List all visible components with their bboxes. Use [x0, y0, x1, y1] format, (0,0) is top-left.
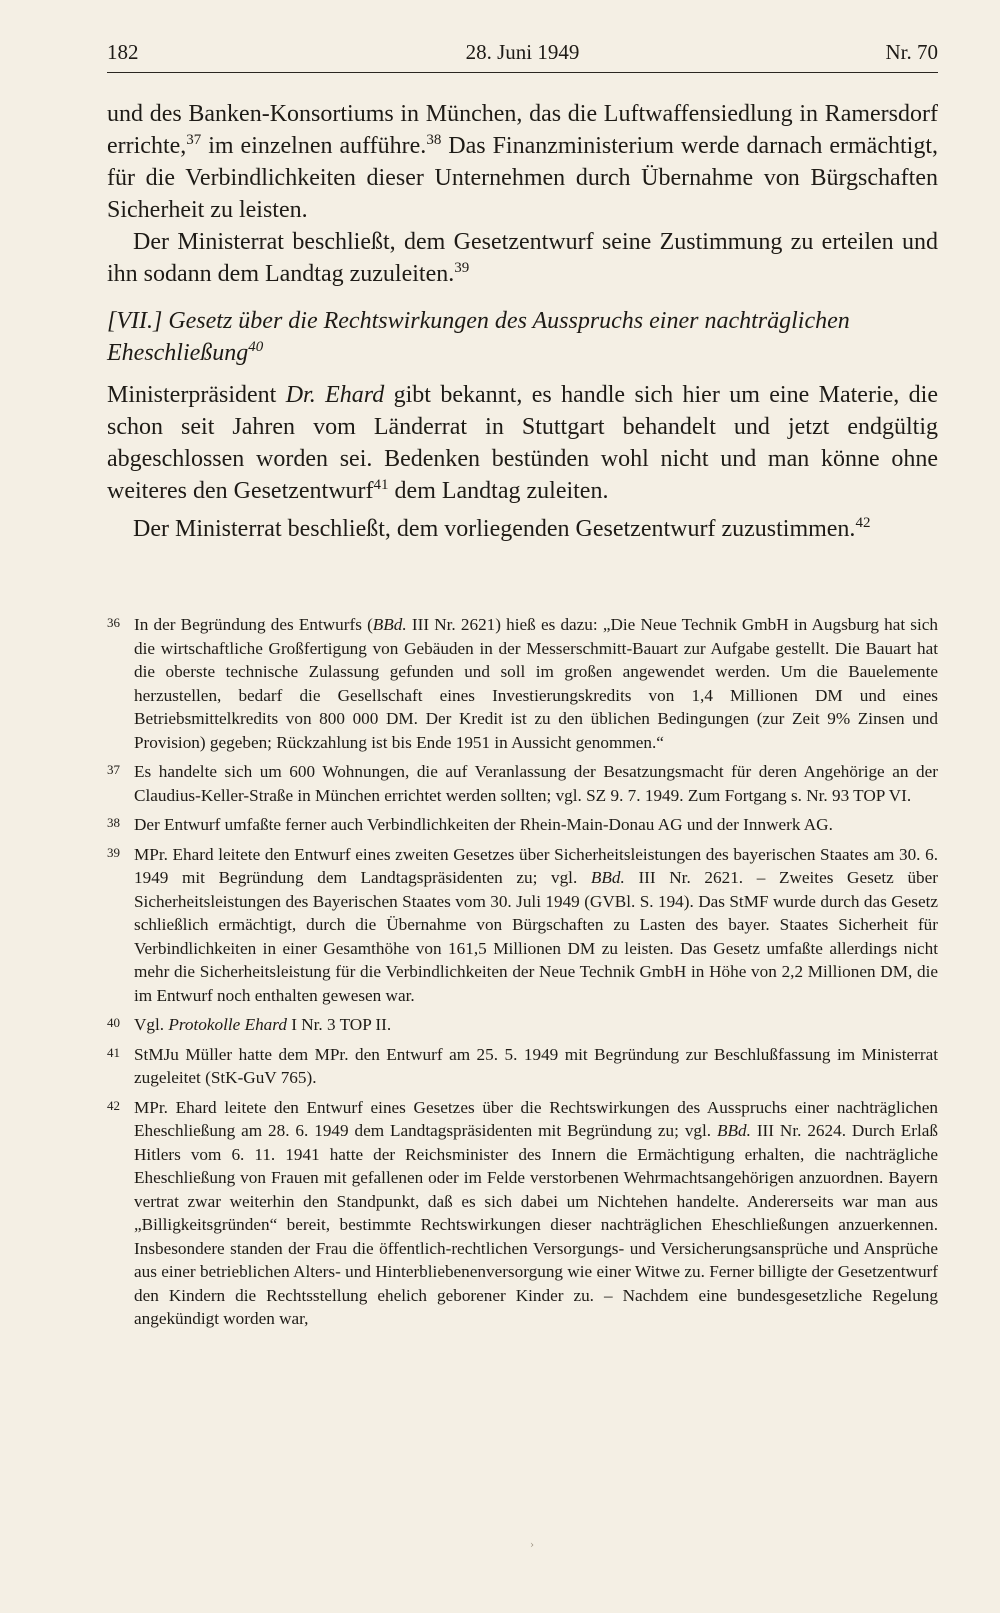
footnote-text: Der Entwurf umfaßte ferner auch Verbindlichkeiten der Rhein-Main-Donau AG und der Innwerk AG. [134, 815, 833, 834]
section-heading-vii [107, 305, 938, 369]
footnote-ref-39[interactable]: 39 [454, 260, 470, 276]
paragraph-1-text-a: und des Banken-Konsortiums in München, das die Luftwaffensiedlung in Ramersdorf errichte, [107, 101, 938, 159]
footnote-citation: Protokolle Ehard [168, 1015, 287, 1034]
paragraph-1 [107, 98, 938, 226]
footnote-text: III Nr. 2621) hieß es dazu: „Die Neue Technik GmbH in Augsburg hat sich die wirtschaftliche Großfertigung von Gebäuden in der Messerschmitt-Bauart zur Aufgabe gestellt. Die Bauart hat die oberste technische Zulassung gefunden und soll im großen angewendet werden. Um die Bauelemente herzustellen, bedarf die Gesellschaft eines Investierungskredits von 1,4 Millionen DM und eines Betriebsmittelkredits von 800 000 DM. Der Kredit ist zu den üblichen Bedingungen (zur Zeit 9% Zinsen und Provision) gegeben; Rückzahlung ist bis Ende 1951 in Aussicht genommen.“ [134, 615, 938, 752]
paragraph-1-text-c: Das Finanzministerium werde darnach ermächtigt, für die Verbindlichkeiten dieser Unternehmen durch Übernahme von Bürgschaften Sicherheit zu leisten. [107, 133, 938, 223]
footnote-citation: BBd. [717, 1121, 751, 1140]
paragraph-3-text-b: gibt bekannt, es handle sich hier um eine Materie, die schon seit Jahren vom Länderrat in Stuttgart behandelt und jetzt endgültig abgeschlossen worden sei. Bedenken bestünden wohl nicht und man könne ohne weiteres den Gesetzentwurf [107, 382, 938, 504]
paragraph-3 [107, 379, 938, 507]
footnote-number: 37 [107, 762, 120, 777]
section-heading-text: [VII.] Gesetz über die Rechtswirkungen des Ausspruchs einer nachträglichen Eheschließung [107, 308, 850, 366]
footnote-ref-40[interactable]: 40 [248, 339, 264, 355]
footnote-ref-37[interactable]: 37 [186, 132, 202, 148]
footnote-ref-42[interactable]: 42 [855, 515, 871, 531]
page-number: 182 [107, 40, 139, 64]
footnote-number: 39 [107, 844, 120, 860]
footnote-37 [107, 760, 938, 807]
paragraph-3-text-c: dem Landtag zuleiten. [388, 478, 609, 504]
footnote-text: In der Begründung des Entwurfs ( [134, 615, 373, 634]
footnote-text: Es handelte sich um 600 Wohnungen, die auf Veranlassung der Besatzungsmacht für deren Angehörige an der Claudius-Keller-Straße in München errichtet werden sollten; vgl. SZ 9. 7. 1949. Zum Fortgang s. Nr. 93 TOP VI. [134, 762, 938, 805]
protocol-number: Nr. 70 [885, 40, 938, 64]
footnote-39 [107, 843, 938, 1008]
speaker-name: Dr. Ehard [285, 382, 385, 408]
paragraph-4 [107, 513, 938, 545]
page-blemish: › [530, 1540, 534, 1551]
footnote-41 [107, 1043, 938, 1090]
paragraph-2 [107, 226, 938, 290]
footnote-text: III Nr. 2621. – Zweites Gesetz über Sicherheitsleistungen des Bayerischen Staates vom 30. Juli 1949 (GVBl. S. 194). Das StMF wurde durch das Gesetz schließlich ermächtigt, durch die Übernahme von Bürgschaften zu Lasten des bayer. Staates Sicherheit für Verbindlichkeiten in einer Gesamthöhe von 161,5 Millionen DM zu leisten. Das Gesetz umfaßte allerdings nicht mehr die Sicherheitsleistung für die Verbindlichkeiten der Neue Technik GmbH in Höhe von 2,2 Millionen DM, die im Entwurf noch enthalten gewesen war. [134, 868, 938, 1005]
footnote-ref-41[interactable]: 41 [373, 477, 389, 493]
footnote-38 [107, 813, 938, 837]
footnote-text: Vgl. [134, 1015, 169, 1034]
footnote-citation: BBd. [590, 868, 625, 887]
paragraph-2-text: Der Ministerrat beschließt, dem Gesetzentwurf seine Zustimmung zu erteilen und ihn sodann dem Landtag zuzuleiten. [107, 229, 938, 287]
footnote-number: 40 [107, 1015, 120, 1030]
paragraph-4-text: Der Ministerrat beschließt, dem vorliegenden Gesetzentwurf zuzustimmen. [133, 516, 856, 542]
footnote-text: MPr. Ehard leitete den Entwurf eines zweiten Gesetzes über Sicherheitsleistungen des bayerischen Staates am 30. 6. 1949 mit Begründung dem Landtagspräsidenten zu; vgl. [134, 844, 938, 887]
footnote-number: 42 [107, 1097, 120, 1113]
paragraph-3-text-a: Ministerpräsident [107, 382, 286, 408]
main-text [107, 98, 938, 545]
running-header [107, 38, 938, 73]
footnote-citation: BBd. [372, 615, 407, 634]
header-date: 28. Juni 1949 [465, 40, 580, 64]
footnote-text: StMJu Müller hatte dem MPr. den Entwurf am 25. 5. 1949 mit Begründung zur Beschlußfassung im Ministerrat zugeleitet (StK-GuV 765). [134, 1044, 938, 1087]
footnote-text: III Nr. 2624. Durch Erlaß Hitlers vom 6. 11. 1941 hatte der Reichsminister des Innern die Ermächtigung erhalten, die nachträgliche Eheschließung von Frauen mit gefallenen oder im Felde verstorbenen Wehrmachtsangehörigen anzuordnen. Bayern vertrat zwar weiterhin den Standpunkt, daß es sich dabei um Nichtehen handelte. Andererseits war man aus „Billigkeitsgründen“ bereit, bestimmte Rechtswirkungen dieser nachträglichen Eheschließungen anzuerkennen. Insbesondere standen der Frau die öffentlich-rechtlichen Versorgungs- und Versicherungsansprüche und Ansprüche aus einer betrieblichen Alters- und Hinterbliebenenversorgung wie einer Witwe zu. Ferner billigte der Gesetzentwurf den Kindern die Rechtsstellung ehelich geborener Kinder zu. – Nachdem eine bundesgesetzliche Regelung angekündigt worden war, [134, 1121, 938, 1328]
footnote-text: MPr. Ehard leitete den Entwurf eines Gesetzes über die Rechtswirkungen des Ausspruchs einer nachträglichen Eheschließung am 28. 6. 1949 dem Landtagspräsidenten mit Begründung zu; vgl. [134, 1097, 938, 1140]
footnote-ref-38[interactable]: 38 [426, 132, 442, 148]
footnotes [107, 613, 938, 1337]
footnote-36 [107, 613, 938, 754]
footnote-text: I Nr. 3 TOP II. [286, 1015, 392, 1034]
paragraph-1-text-b: im einzelnen aufführe. [201, 133, 427, 159]
footnote-42 [107, 1096, 938, 1331]
footnote-40 [107, 1013, 938, 1037]
footnote-number: 36 [107, 615, 120, 630]
footnote-number: 38 [107, 815, 120, 830]
footnote-number: 41 [107, 1044, 120, 1060]
